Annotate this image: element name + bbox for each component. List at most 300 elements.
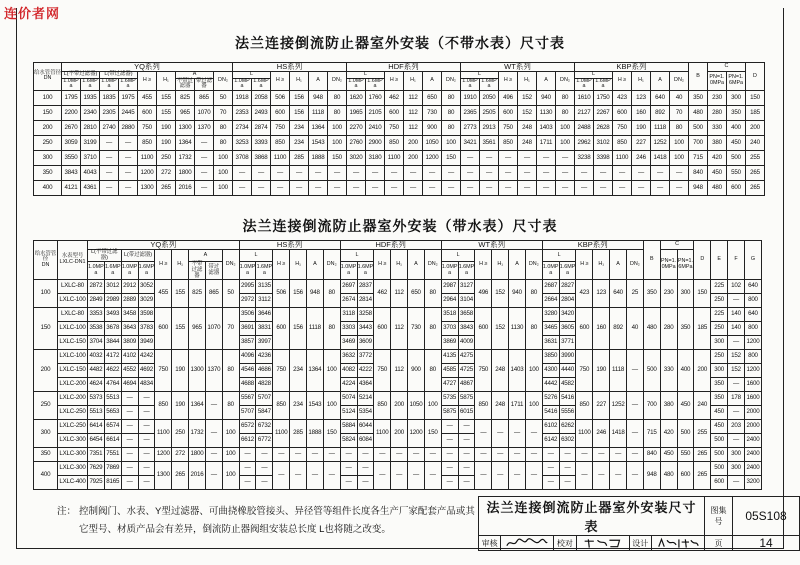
header-h	[374, 249, 391, 279]
cell-text: H ≥	[580, 260, 589, 267]
cell-text: 1965	[349, 108, 363, 116]
cell-text: —	[562, 153, 568, 161]
cell-text: 123	[636, 93, 646, 101]
table-cell	[643, 280, 660, 308]
table-cell	[728, 294, 745, 308]
cell-text: 2814	[358, 296, 372, 304]
cell-text: 2810	[83, 123, 97, 131]
table-cell	[328, 150, 347, 165]
cell-text: —	[429, 183, 435, 191]
cell-text: 1200	[425, 153, 439, 161]
table-cell	[632, 165, 651, 180]
table-cell	[556, 105, 575, 120]
cell-text: —	[379, 450, 386, 458]
cell-text: WT系列	[478, 240, 506, 249]
header-h1	[404, 71, 423, 90]
table-cell	[670, 165, 689, 180]
table-cell	[205, 350, 222, 392]
cell-text: DN₂	[326, 260, 337, 267]
cell-text: 3506	[241, 310, 254, 318]
cell-text: 800	[748, 296, 758, 304]
table-cell	[424, 392, 441, 420]
meter-model-cell	[58, 294, 88, 308]
table-cell	[104, 280, 121, 294]
table-cell	[273, 448, 290, 462]
table-cell	[306, 420, 323, 448]
cell-text: 5847	[257, 408, 271, 416]
table-cell	[408, 420, 425, 448]
table-cell	[537, 150, 556, 165]
table-cell	[121, 364, 138, 378]
table-cell	[239, 378, 256, 392]
table-cell	[189, 308, 206, 350]
cell-text: PN=1.0MPa	[709, 74, 725, 86]
cell-text: 750	[158, 366, 169, 374]
cell-text: 265	[175, 471, 185, 479]
cell-text: HS系列	[276, 240, 303, 249]
table-cell	[195, 150, 214, 165]
cell-text: —	[201, 168, 207, 176]
table-cell	[155, 392, 172, 420]
cell-text: 155	[175, 324, 185, 332]
cell-text: 1600	[746, 394, 760, 402]
cell-text: 3029	[139, 296, 153, 304]
table-cell	[689, 165, 708, 180]
cell-text: 4725	[460, 366, 473, 374]
table-cell	[492, 392, 509, 420]
table-cell	[306, 448, 323, 462]
cell-text: 80	[561, 93, 569, 101]
cell-text: 80	[219, 123, 227, 131]
cell-text: 550	[680, 450, 691, 458]
cell-text: D	[753, 72, 757, 79]
table-cell	[610, 280, 627, 308]
header-h	[475, 249, 492, 279]
table-cell	[195, 165, 214, 180]
cell-text: 246	[636, 153, 646, 161]
cell-text: 3135	[257, 282, 271, 290]
cell-text: 3052	[139, 282, 153, 290]
table-cell	[441, 406, 458, 420]
cell-text: 6732	[257, 422, 271, 430]
table-cell	[651, 180, 670, 195]
table-cell	[328, 165, 347, 180]
table-cell	[744, 448, 761, 462]
table-cell	[404, 135, 423, 150]
header-dn2	[323, 249, 340, 279]
table-cell	[157, 105, 176, 120]
cell-text: L	[592, 70, 595, 77]
cell-text: H₁	[163, 77, 169, 84]
table-cell	[575, 180, 594, 195]
table-cell	[424, 448, 441, 462]
table-cell	[121, 280, 138, 294]
table-cell	[475, 280, 492, 308]
table-cell	[214, 150, 233, 165]
cell-text: 423	[617, 93, 627, 101]
cell-text: 1.0MPa	[121, 264, 138, 276]
table-cell	[121, 448, 138, 462]
table-cell	[121, 420, 138, 434]
cell-text: 1252	[653, 138, 667, 146]
cell-text: 2365	[463, 108, 477, 116]
cell-text: 3112	[258, 296, 271, 304]
table-cell	[651, 135, 670, 150]
table-cell	[632, 180, 651, 195]
cell-text: L(不带过滤器)	[63, 70, 98, 77]
cell-text: 300	[714, 366, 724, 374]
signature-icon	[505, 537, 549, 549]
cell-text: 4135	[443, 352, 457, 360]
table-cell	[627, 420, 644, 448]
watermark-logo: 连价者网	[4, 6, 61, 21]
table-cell	[323, 448, 340, 462]
cell-text: A	[515, 260, 519, 267]
table-cell	[172, 392, 189, 420]
drawing-title: 法兰连接倒流防止器室外安装尺寸表	[479, 497, 705, 536]
table-cell	[461, 120, 480, 135]
table-cell	[594, 165, 613, 180]
cell-text: 4585	[443, 366, 457, 374]
table-cell	[138, 308, 155, 322]
table-cell	[155, 420, 172, 448]
cell-text: 3421	[463, 138, 477, 146]
table-cell	[537, 135, 556, 150]
cell-text: L	[456, 251, 460, 258]
cell-text: LXLC-100	[59, 352, 86, 360]
table-cell	[408, 448, 425, 462]
cell-text: 230	[712, 93, 722, 101]
cell-text: 600	[276, 324, 287, 332]
cell-text: 3869	[443, 338, 457, 346]
table-cell	[542, 476, 559, 490]
cell-text: 948	[693, 183, 703, 191]
table-cell	[119, 120, 138, 135]
cell-text: —	[657, 168, 663, 176]
cell-text: 1.6MPa	[357, 264, 374, 276]
table-cell	[632, 90, 651, 105]
table-cell	[357, 294, 374, 308]
table-row	[34, 105, 765, 120]
table-cell	[711, 350, 728, 364]
cell-text: —	[126, 464, 133, 472]
table-cell	[677, 448, 694, 462]
table-cell	[442, 165, 461, 180]
table-cell	[711, 462, 728, 476]
table-cell	[424, 350, 441, 392]
cell-text: 850	[377, 401, 388, 409]
cell-text: L	[250, 70, 253, 77]
table-cell	[542, 420, 559, 434]
table-cell	[744, 462, 761, 476]
cell-text: 5556	[561, 408, 575, 416]
table-cell	[309, 165, 328, 180]
table-row	[34, 135, 765, 150]
table-cell	[34, 150, 62, 165]
table-cell	[442, 150, 461, 165]
table-cell	[744, 392, 761, 406]
cell-text: —	[631, 450, 638, 458]
cell-text: 850	[478, 401, 489, 409]
table-cell	[480, 90, 499, 105]
table-cell	[256, 322, 273, 336]
table-cell	[290, 105, 309, 120]
cell-text: 2267	[596, 108, 610, 116]
table-cell	[613, 165, 632, 180]
table-cell	[34, 120, 62, 135]
cell-text: 1118	[653, 123, 667, 131]
cell-text: 2628	[596, 123, 610, 131]
table-cell	[458, 322, 475, 336]
table-cell	[172, 420, 189, 448]
cell-text: A	[192, 70, 197, 77]
table-cell	[627, 350, 644, 392]
table-row	[34, 165, 765, 180]
cell-text: 2989	[106, 296, 120, 304]
table-cell	[711, 378, 728, 392]
table-cell	[340, 406, 357, 420]
table-cell	[441, 462, 458, 476]
header-dn	[34, 63, 62, 91]
cell-text: 100	[326, 401, 337, 409]
header-dn2	[328, 71, 347, 90]
table-cell	[100, 180, 119, 195]
table-cell	[385, 135, 404, 150]
cell-text: LXLC-DN1	[59, 259, 86, 266]
cell-text: 500	[714, 436, 724, 444]
cell-text: 80	[219, 138, 227, 146]
table-cell	[728, 308, 745, 322]
cell-text: 3809	[123, 338, 137, 346]
cell-text: 6102	[544, 422, 558, 430]
cell-text: 3180	[368, 153, 382, 161]
cell-text: 152	[731, 366, 741, 374]
table-cell	[576, 448, 593, 462]
table-cell	[694, 308, 711, 350]
table-cell	[214, 135, 233, 150]
cell-text: 850	[579, 401, 590, 409]
table-cell	[492, 308, 509, 350]
table-cell	[88, 406, 105, 420]
cell-text: 4764	[106, 380, 120, 388]
table-cell	[34, 135, 62, 150]
table-cell	[104, 420, 121, 434]
header-d	[746, 63, 765, 91]
cell-text: 5074	[342, 394, 356, 402]
cell-text: 80	[530, 324, 538, 332]
table-cell	[119, 90, 138, 105]
cell-text: 350	[714, 394, 724, 402]
cell-text: H₁	[410, 77, 416, 84]
table-cell	[559, 406, 576, 420]
table-cell	[711, 434, 728, 448]
cell-text: 1.0MPa	[348, 77, 364, 90]
cell-text: 100	[528, 366, 539, 374]
design-signature	[651, 536, 704, 551]
table-cell	[480, 180, 499, 195]
header-dn2	[525, 249, 542, 279]
cell-text: 123	[596, 289, 607, 297]
cell-text: H₁	[177, 260, 183, 267]
table-cell	[424, 462, 441, 490]
cell-text: 750	[478, 366, 489, 374]
table-cell	[222, 420, 239, 448]
table-cell	[172, 280, 189, 308]
table-cell	[442, 120, 461, 135]
table-cell	[104, 462, 121, 476]
cell-text: —	[239, 183, 245, 191]
cell-text: 152	[522, 93, 532, 101]
cell-text: 450	[731, 138, 741, 146]
table-cell	[610, 350, 627, 392]
table-cell	[744, 406, 761, 420]
cell-text: 750	[377, 366, 388, 374]
cell-text: —	[562, 183, 568, 191]
table-cell	[475, 420, 492, 448]
cell-text: 1118	[308, 324, 321, 332]
cell-text: —	[524, 183, 530, 191]
table-cell	[256, 392, 273, 406]
cell-text: —	[106, 168, 112, 176]
cell-text: —	[106, 138, 112, 146]
table-cell	[121, 392, 138, 406]
cell-text: 2016	[178, 183, 192, 191]
table-cell	[290, 448, 307, 462]
cell-text: —	[446, 422, 453, 430]
table-cell	[542, 378, 559, 392]
cell-text: —	[463, 436, 470, 444]
table-cell	[408, 392, 425, 420]
cell-text: 3868	[254, 153, 268, 161]
cell-text: 455	[142, 93, 152, 101]
table-cell	[138, 120, 157, 135]
header-h1	[290, 71, 309, 90]
cell-text: —	[126, 394, 133, 402]
table-cell	[594, 90, 613, 105]
table-cell	[340, 378, 357, 392]
header-pressure	[366, 78, 385, 90]
cell-text: 4364	[358, 380, 372, 388]
header-pressure	[340, 262, 357, 280]
cell-text: 850	[158, 401, 169, 409]
header-pressure	[441, 262, 458, 280]
cell-text: 150	[42, 108, 53, 116]
cell-text: 6454	[89, 436, 103, 444]
cell-text: H₁	[598, 260, 605, 267]
cell-text: 825	[192, 289, 202, 297]
cell-text: 100	[560, 138, 570, 146]
cell-text: LXLC-300	[59, 464, 86, 472]
cell-text: 3458	[123, 310, 137, 318]
table-cell	[499, 150, 518, 165]
table-cell	[340, 462, 357, 476]
table-cell	[347, 135, 366, 150]
table-cell	[424, 420, 441, 448]
table-cell	[404, 180, 423, 195]
table-cell	[157, 165, 176, 180]
table-cell	[357, 322, 374, 336]
cell-text: A	[313, 260, 317, 267]
cell-text: 1732	[178, 153, 192, 161]
table-cell	[138, 350, 155, 364]
table-cell	[357, 280, 374, 294]
cell-text: 5653	[106, 408, 120, 416]
cell-text: 7551	[106, 450, 120, 458]
with-meter-dimension-table	[33, 240, 762, 490]
table-cell	[509, 350, 526, 392]
table-cell	[88, 420, 105, 434]
table-cell	[610, 392, 627, 420]
table-cell	[677, 308, 694, 350]
cell-text: —	[126, 436, 133, 444]
cell-text: PN=1.6MPa	[677, 257, 694, 270]
table-cell	[340, 392, 357, 406]
cell-text: H ≥	[275, 77, 285, 84]
cell-text: 750	[503, 123, 513, 131]
table-cell	[157, 135, 176, 150]
cell-text: 带过滤器	[208, 264, 220, 276]
cell-text: 100	[528, 401, 539, 409]
table-cell	[309, 150, 328, 165]
table-cell	[542, 434, 559, 448]
cell-text: 50	[219, 93, 227, 101]
cell-text: LXLC-80	[60, 282, 85, 290]
cell-text: 40	[675, 93, 683, 101]
table-cell	[727, 135, 746, 150]
cell-text: —	[345, 464, 352, 472]
table-cell	[559, 308, 576, 322]
table-cell	[138, 392, 155, 406]
meter-model-cell	[58, 378, 88, 392]
table-cell	[34, 90, 62, 105]
table-cell	[559, 336, 576, 350]
cell-text: 150	[326, 429, 337, 437]
table-cell	[711, 322, 728, 336]
cell-text: 715	[646, 429, 657, 437]
table-cell	[328, 90, 347, 105]
table-cell	[104, 336, 121, 350]
cell-text: —	[732, 380, 739, 388]
table-cell	[100, 90, 119, 105]
cell-text: —	[463, 450, 470, 458]
table-cell	[492, 420, 509, 448]
table-cell	[138, 322, 155, 336]
table-cell	[525, 308, 542, 350]
table-cell	[442, 90, 461, 105]
header-pressure	[121, 262, 138, 280]
cell-text: 160	[596, 324, 607, 332]
cell-text: 1300	[156, 471, 170, 479]
table-cell	[100, 135, 119, 150]
cell-text: 1975	[121, 93, 135, 101]
dn-cell	[34, 392, 58, 420]
header-h1	[492, 249, 509, 279]
table-cell	[744, 336, 761, 350]
cell-text: —	[143, 422, 150, 430]
cell-text: 600	[680, 471, 691, 479]
cell-text: 4172	[106, 352, 120, 360]
cell-text: 80	[227, 366, 234, 374]
cell-text: 100	[332, 123, 342, 131]
cell-text: 4552	[123, 366, 137, 374]
table-cell	[727, 105, 746, 120]
cell-text: 2874	[254, 123, 268, 131]
cell-text: —	[448, 183, 454, 191]
table-cell	[290, 392, 307, 420]
cell-text: 5824	[342, 436, 356, 444]
header-series-wt	[441, 241, 542, 250]
cell-text: 178	[731, 394, 741, 402]
